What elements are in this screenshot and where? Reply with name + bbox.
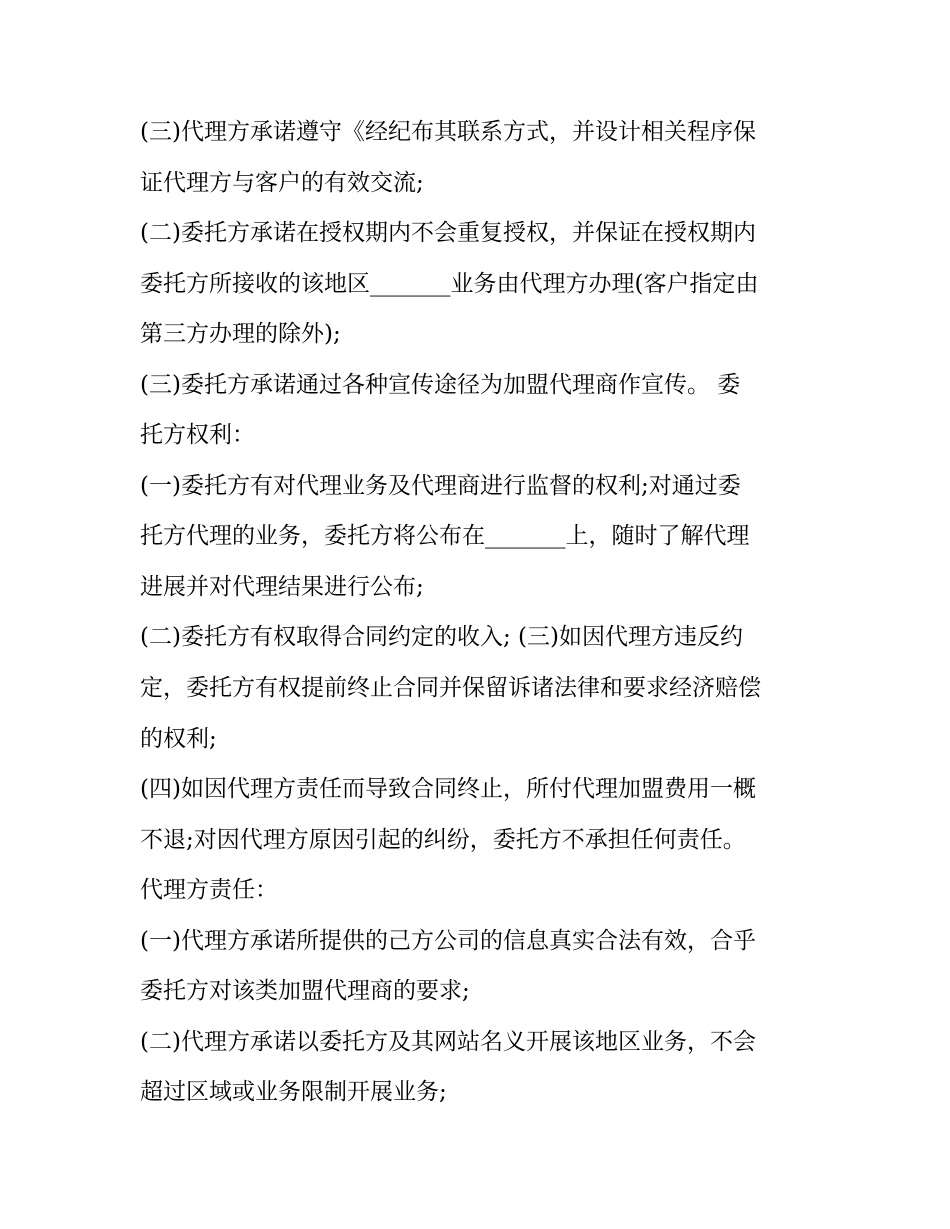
- text-line: 托方代理的业务，委托方将公布在_______上，随时了解代理: [140, 523, 750, 549]
- text-line: 委托方所接收的该地区_______业务由代理方办理(客户指定由: [140, 271, 759, 297]
- text-line: (三)委托方承诺通过各种宣传途径为加盟代理商作宣传。 委: [140, 372, 741, 398]
- text-line: (二)代理方承诺以委托方及其网站名义开展该地区业务，不会: [140, 1029, 756, 1055]
- text-line: 证代理方与客户的有效交流;: [140, 170, 424, 196]
- text-line: (二)委托方有权取得合同约定的收入; (三)如因代理方违反约: [140, 624, 743, 650]
- text-line: (一)代理方承诺所提供的己方公司的信息真实合法有效，合乎: [140, 928, 756, 954]
- text-line: (一)委托方有对代理业务及代理商进行监督的权利;对通过委: [140, 473, 741, 499]
- text-line: 超过区域或业务限制开展业务;: [140, 1079, 447, 1105]
- text-line: 代理方责任：: [140, 877, 278, 903]
- text-line: 的权利;: [140, 726, 217, 752]
- text-line: (二)委托方承诺在授权期内不会重复授权，并保证在授权期内: [140, 220, 756, 246]
- text-line: 定，委托方有权提前终止合同并保留诉诸法律和要求经济赔偿: [140, 675, 761, 701]
- text-line: 不退;对因代理方原因引起的纠纷，委托方不承担任何责任。: [140, 827, 746, 853]
- text-line: (四)如因代理方责任而导致合同终止，所付代理加盟费用一概: [140, 776, 756, 802]
- text-line: 进展并对代理结果进行公布;: [140, 574, 424, 600]
- text-line: 第三方办理的除外);: [140, 321, 341, 347]
- text-line: 委托方对该类加盟代理商的要求;: [140, 978, 470, 1004]
- text-line: 托方权利：: [140, 422, 255, 448]
- text-line: (三)代理方承诺遵守《经纪布其联系方式，并设计相关程序保: [140, 119, 756, 145]
